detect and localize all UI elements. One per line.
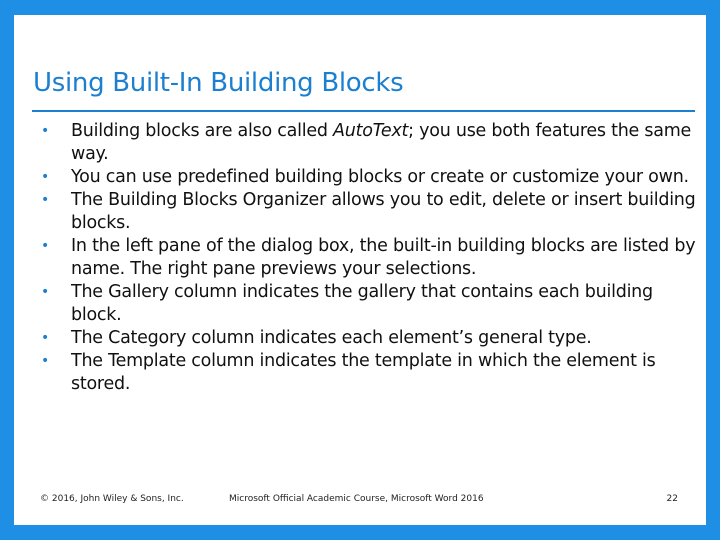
footer-course: Microsoft Official Academic Course, Microsoft Word 2016 bbox=[229, 494, 484, 504]
bullet-text-tail: ; you use both features the same way. bbox=[71, 121, 692, 164]
bullet-text: Building blocks are also called bbox=[71, 121, 334, 141]
slide-title: Using Built-In Building Blocks bbox=[33, 68, 404, 98]
bullet-item bbox=[14, 327, 696, 350]
bullet-text: The Building Blocks Organizer allows you to edit, delete or insert building blocks. bbox=[71, 190, 696, 233]
bullet-text: The Template column indicates the template in which the element is stored. bbox=[71, 351, 656, 394]
page-number: 22 bbox=[666, 494, 678, 504]
bullet-text: The Category column indicates each element’s general type. bbox=[71, 328, 592, 348]
bullet-item bbox=[14, 235, 696, 281]
bullet-marker: • bbox=[41, 330, 50, 346]
bullet-item bbox=[14, 189, 696, 235]
bullet-text: In the left pane of the dialog box, the built-in building blocks are listed by name. The right pane previews your selections. bbox=[71, 236, 696, 279]
bullet-marker: • bbox=[41, 238, 50, 254]
slide bbox=[14, 15, 706, 525]
bullet-item bbox=[14, 350, 696, 396]
bullet-marker: • bbox=[41, 284, 50, 300]
title-divider bbox=[32, 110, 695, 112]
bullet-text: The Gallery column indicates the gallery that contains each building block. bbox=[71, 282, 653, 325]
bullet-marker: • bbox=[41, 123, 50, 139]
bullet-text: You can use predefined building blocks or create or customize your own. bbox=[71, 167, 689, 187]
bullet-list bbox=[14, 120, 706, 396]
bullet-marker: • bbox=[41, 169, 50, 185]
bullet-item bbox=[14, 281, 696, 327]
bullet-item bbox=[14, 166, 696, 189]
bullet-marker: • bbox=[41, 192, 50, 208]
bullet-item bbox=[14, 120, 696, 166]
bullet-marker: • bbox=[41, 353, 50, 369]
slide-footer bbox=[14, 494, 706, 508]
bullet-emphasis: AutoText bbox=[333, 121, 409, 141]
footer-copyright: © 2016, John Wiley & Sons, Inc. bbox=[40, 494, 184, 504]
